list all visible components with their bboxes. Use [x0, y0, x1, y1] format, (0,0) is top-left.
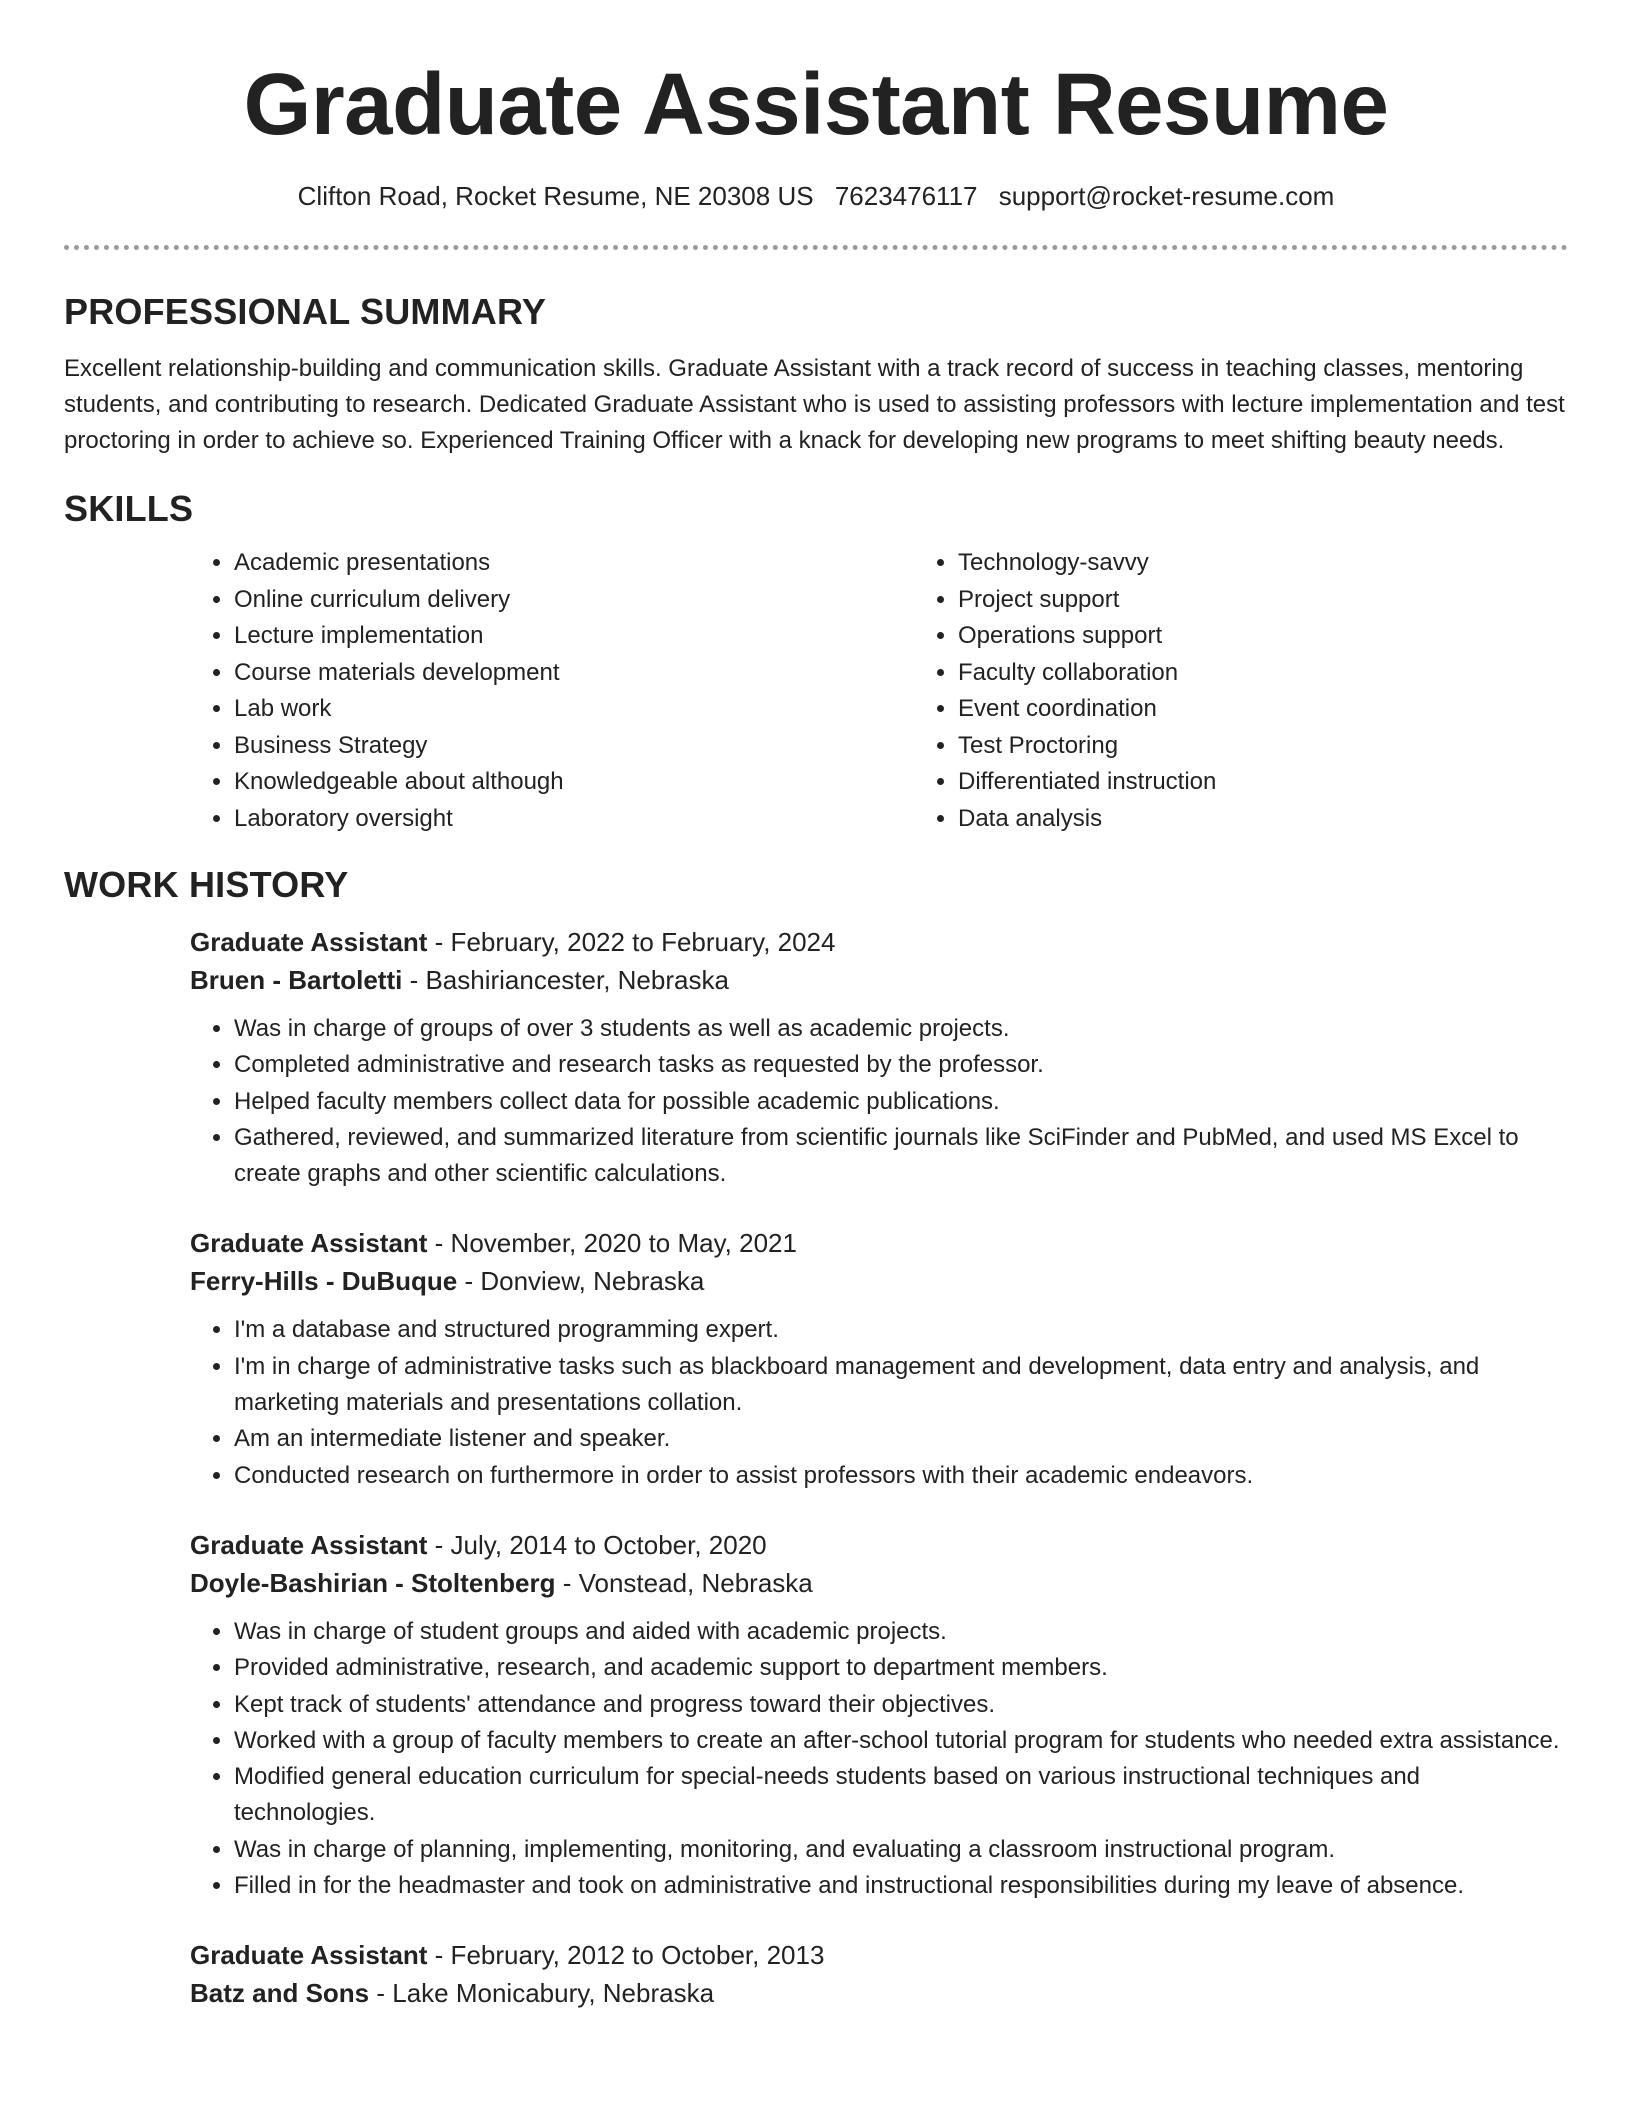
job-entry	[190, 1526, 1568, 1904]
job-title-line	[190, 1936, 1568, 1974]
job-bullet: • Provided administrative, research, and academic support to department members.	[234, 1650, 1568, 1686]
job-title-line	[190, 923, 1568, 961]
job-title-line	[190, 1224, 1568, 1262]
job-company-line	[190, 1564, 1568, 1602]
summary-paragraph: Excellent relationship-building and communication skills. Graduate Assistant with a track record of success in teaching classes, mentoring students, and contributing to research. Dedicated Graduate Assistant who is used to assisting professors with lecture implementation and test proctoring in order to achieve so. Experienced Training Officer with a knack for developing new programs to meet shifting beauty needs.	[64, 355, 1565, 454]
section-heading-summary: PROFESSIONAL SUMMARY	[64, 291, 547, 332]
skills-list-left	[190, 545, 914, 837]
contact-line	[0, 179, 1632, 213]
job-bullet: • Modified general education curriculum for special-needs students based on various instructional techniques and technologies.	[234, 1759, 1568, 1832]
job-dates: - July, 2014 to October, 2020	[427, 1529, 767, 1560]
job-bullet: • Conducted research on furthermore in order to assist professors with their academic endeavors.	[234, 1458, 1568, 1494]
job-bullet-list	[190, 1312, 1568, 1493]
job-bullet: • Kept track of students' attendance and progress toward their objectives.	[234, 1687, 1568, 1723]
skill-item: • Operations support	[958, 618, 1518, 655]
skill-item: • Laboratory oversight	[234, 801, 914, 838]
job-bullet: • Completed administrative and research tasks as requested by the professor.	[234, 1047, 1568, 1083]
skill-item: • Lecture implementation	[234, 618, 914, 655]
work-history-section	[64, 863, 1568, 2012]
job-bullet: • I'm a database and structured programming expert.	[234, 1312, 1568, 1348]
skills-columns	[190, 545, 1568, 837]
contact-address: Clifton Road, Rocket Resume, NE 20308 US	[297, 181, 814, 211]
skill-item: • Faculty collaboration	[958, 655, 1518, 692]
skill-item: • Project support	[958, 582, 1518, 619]
skill-item: • Business Strategy	[234, 728, 914, 765]
skill-item: • Course materials development	[234, 655, 914, 692]
job-bullet-list	[190, 1614, 1568, 1904]
skill-item: • Lab work	[234, 691, 914, 728]
job-company: Bruen - Bartoletti	[190, 965, 403, 995]
job-bullet: • Was in charge of planning, implementing, monitoring, and evaluating a classroom instructional program.	[234, 1832, 1568, 1868]
skill-item: • Event coordination	[958, 691, 1518, 728]
job-bullet: • Am an intermediate listener and speaker.	[234, 1421, 1568, 1457]
job-entry	[190, 923, 1568, 1192]
job-title: Graduate Assistant	[190, 927, 428, 957]
job-bullet: • Filled in for the headmaster and took on administrative and instructional responsibilities during my leave of absence.	[234, 1868, 1568, 1904]
job-bullet: • Helped faculty members collect data for possible academic publications.	[234, 1084, 1568, 1120]
resume-title: Graduate Assistant Resume	[243, 56, 1389, 153]
job-company: Batz and Sons	[190, 1978, 370, 2009]
professional-summary-section	[64, 290, 1568, 459]
job-location: - Vonstead, Nebraska	[555, 1567, 813, 1598]
job-bullet: • Worked with a group of faculty members to create an after-school tutorial program for students who needed extra assistance.	[234, 1723, 1568, 1759]
job-title-line	[190, 1526, 1568, 1564]
skill-item: • Knowledgeable about although	[234, 764, 914, 801]
contact-phone: 7623476117	[834, 181, 978, 211]
job-company-line	[190, 1262, 1568, 1300]
skill-item: • Academic presentations	[234, 545, 914, 582]
job-company-line	[190, 961, 1568, 999]
job-company: Doyle-Bashirian - Stoltenberg	[190, 1567, 556, 1598]
job-location: - Donview, Nebraska	[457, 1266, 705, 1297]
skill-item: • Differentiated instruction	[958, 764, 1518, 801]
job-location: - Bashiriancester, Nebraska	[402, 965, 729, 995]
job-dates: - February, 2012 to October, 2013	[427, 1940, 825, 1971]
contact-email: support@rocket-resume.com	[998, 181, 1335, 211]
job-title: Graduate Assistant	[190, 1940, 428, 1971]
job-company: Ferry-Hills - DuBuque	[190, 1266, 458, 1297]
job-entry	[190, 1224, 1568, 1493]
job-location: - Lake Monicabury, Nebraska	[369, 1978, 715, 2009]
job-bullet: • I'm in charge of administrative tasks such as blackboard management and development, data entry and analysis, and marketing materials and presentations collation.	[234, 1349, 1568, 1422]
skill-item: • Test Proctoring	[958, 728, 1518, 765]
skills-list-right	[914, 545, 1518, 837]
job-title: Graduate Assistant	[190, 1228, 428, 1259]
skills-section	[64, 487, 1568, 837]
job-dates: - February, 2022 to February, 2024	[427, 927, 836, 957]
job-entry	[190, 1936, 1568, 2012]
job-bullet-list	[190, 1011, 1568, 1192]
job-company-line	[190, 1974, 1568, 2012]
job-bullet: • Was in charge of groups of over 3 students as well as academic projects.	[234, 1011, 1568, 1047]
skill-item: • Online curriculum delivery	[234, 582, 914, 619]
section-heading-skills: SKILLS	[64, 488, 194, 529]
job-bullet: • Gathered, reviewed, and summarized literature from scientific journals like SciFinder and PubMed, and used MS Excel to create graphs and other scientific calculations.	[234, 1120, 1568, 1193]
skill-item: • Data analysis	[958, 801, 1518, 838]
resume-header	[0, 0, 1632, 213]
job-title: Graduate Assistant	[190, 1529, 428, 1560]
header-divider	[64, 245, 1568, 250]
job-bullet: • Was in charge of student groups and aided with academic projects.	[234, 1614, 1568, 1650]
skill-item: • Technology-savvy	[958, 545, 1518, 582]
section-heading-work-history: WORK HISTORY	[64, 864, 349, 905]
job-dates: - November, 2020 to May, 2021	[427, 1228, 797, 1259]
